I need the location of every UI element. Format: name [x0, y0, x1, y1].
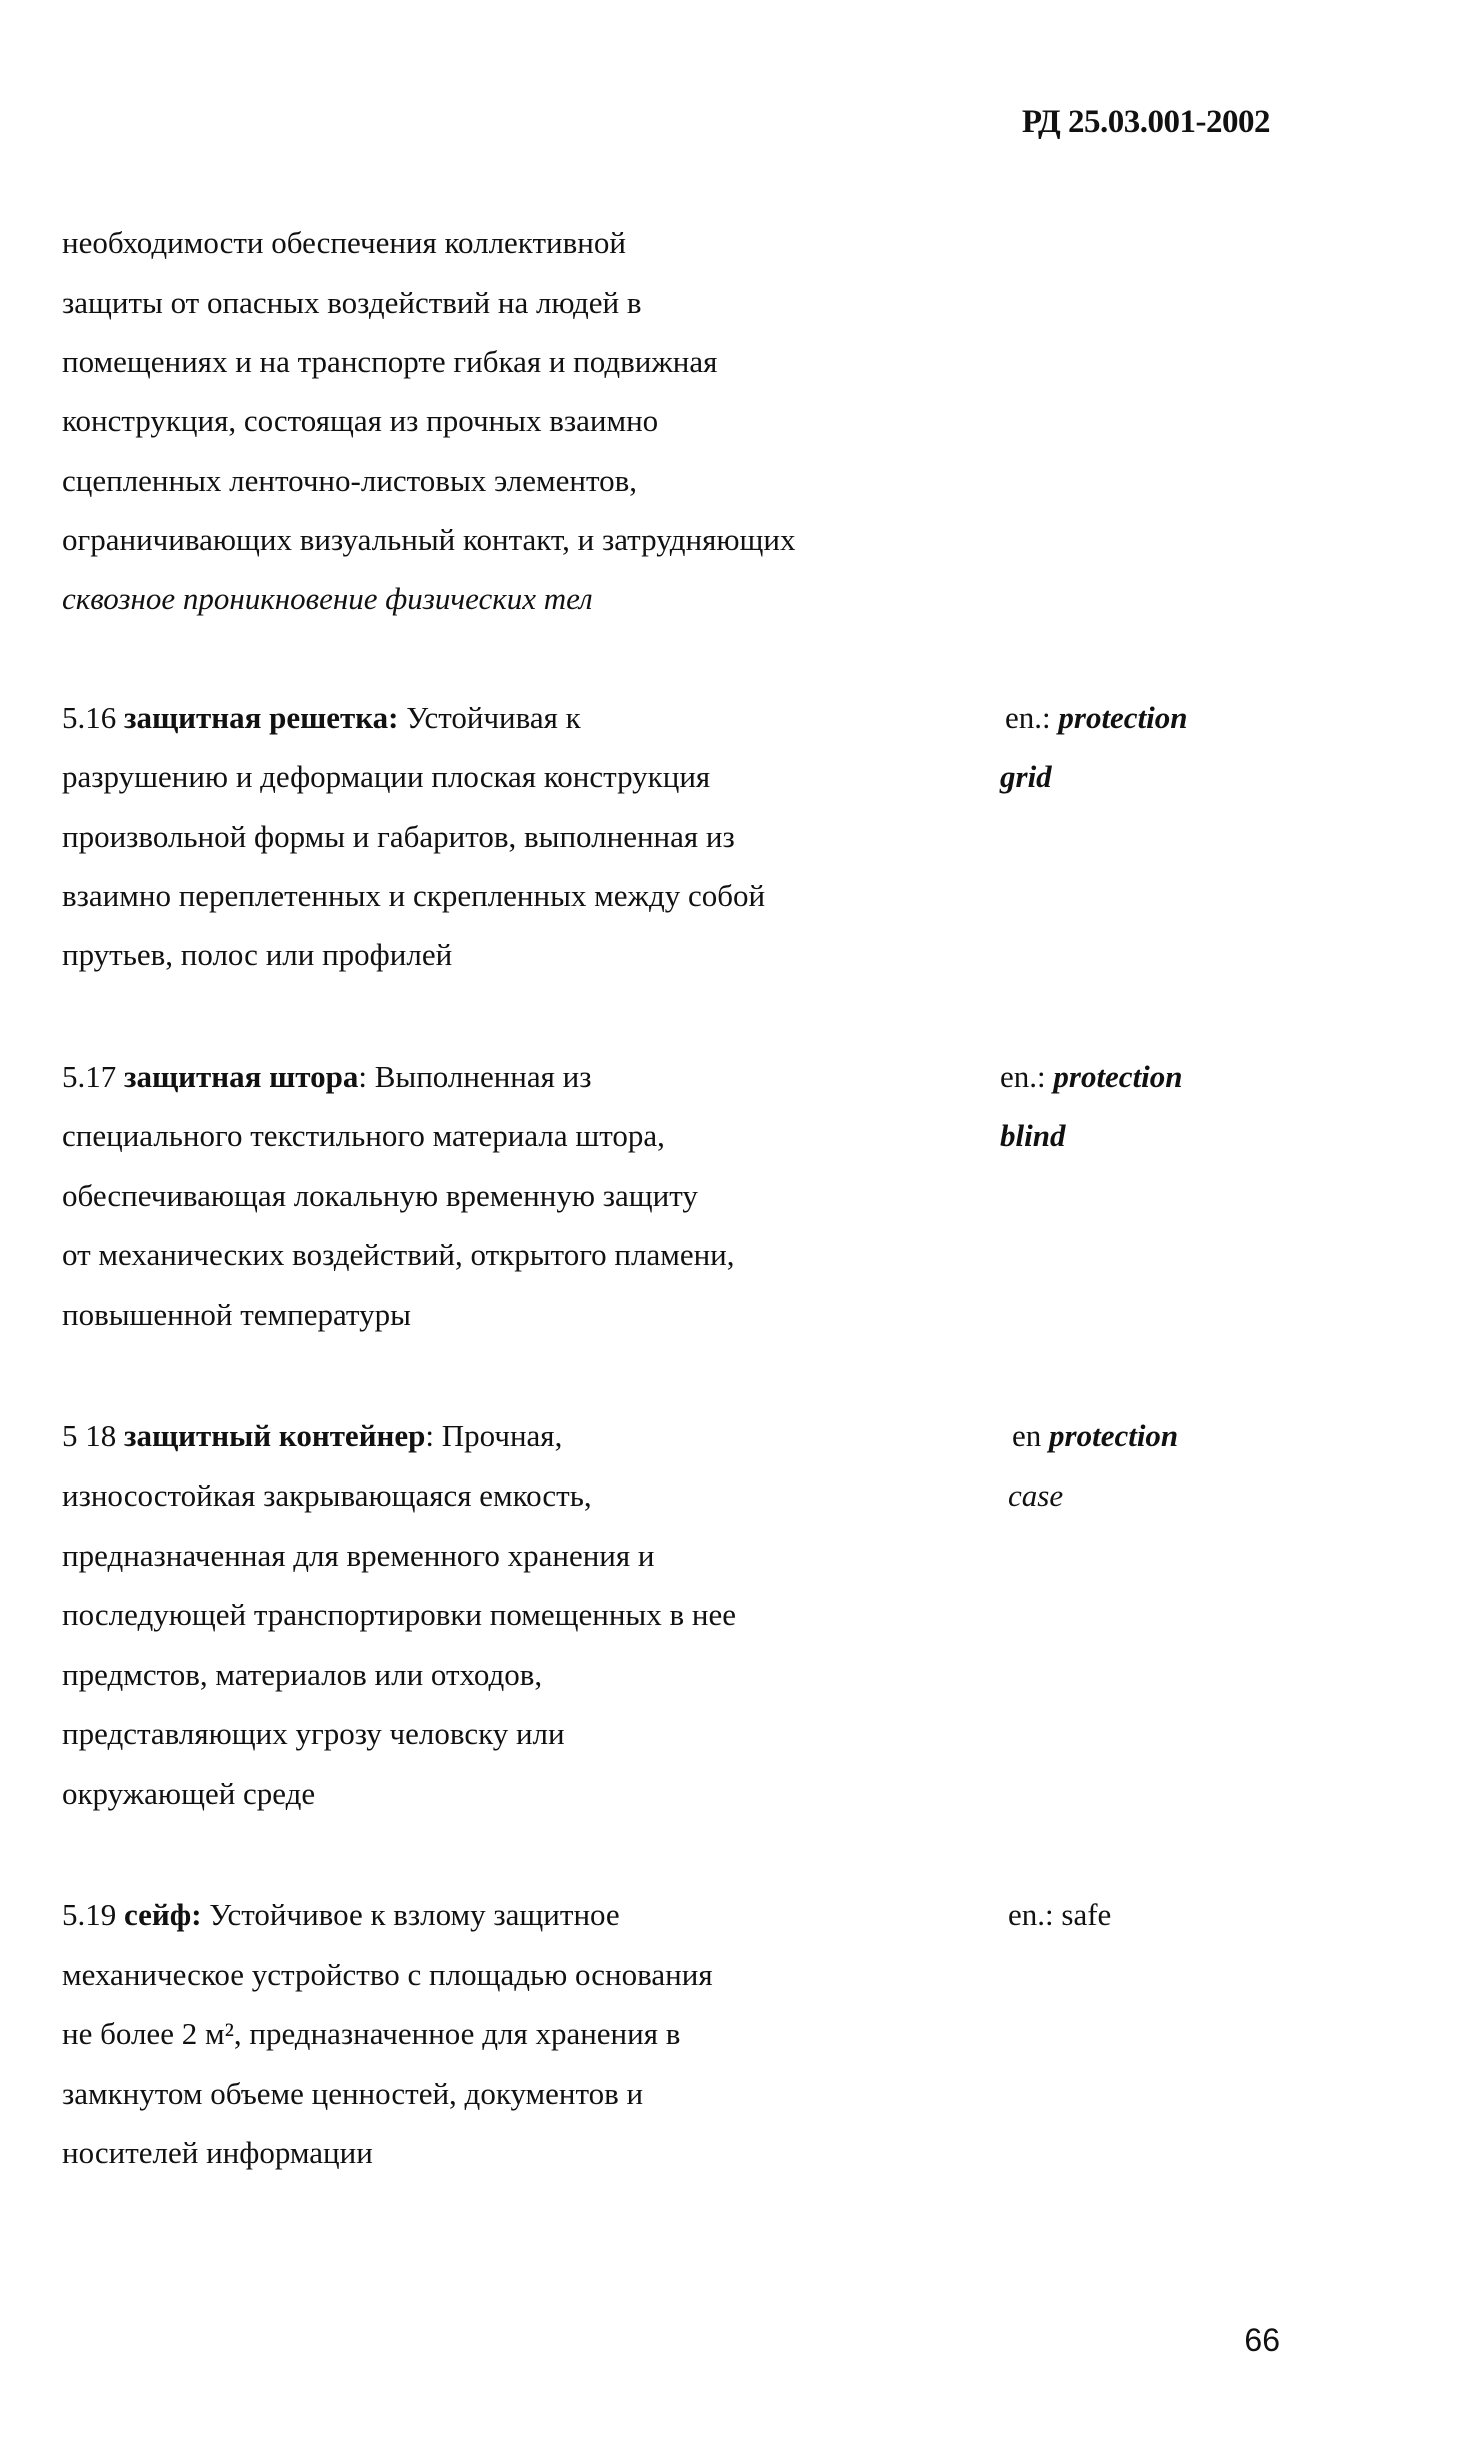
en-prefix: en.:: [1008, 1897, 1062, 1932]
en-prefix: en.:: [1000, 1059, 1054, 1094]
en-term: protection: [1053, 1059, 1183, 1094]
entry-line: замкнутом объеме ценностей, документов и: [62, 2076, 644, 2111]
entry-line: обеспечивающая локальную временную защиту: [62, 1178, 698, 1213]
entry-line: прутьев, полос или профилей: [62, 937, 453, 972]
intro-line: помещениях и на транспорте гибкая и подвижная: [62, 344, 718, 379]
entry-line: не более 2 м², предназначенное для хранения в: [62, 2016, 681, 2051]
entry-term: защитная штора: [124, 1059, 359, 1094]
english-equivalent-cont: [1000, 1116, 1065, 1156]
entry-number: 5.16: [62, 700, 117, 735]
entry-line: повышенной температуры: [62, 1297, 411, 1332]
entry-line: предназначенная для временного хранения и: [62, 1538, 655, 1573]
intro-line: ограничивающих визуальный контакт, и затрудняющих: [62, 522, 796, 557]
en-term: safe: [1061, 1897, 1112, 1932]
document-code: РД 25.03.001-2002: [1021, 104, 1270, 140]
english-equivalent: [1008, 1895, 1111, 1935]
entry-term: сейф:: [124, 1897, 202, 1932]
intro-line: конструкция, состоящая из прочных взаимно: [62, 403, 659, 438]
entry-number: 5.17: [62, 1059, 117, 1094]
en-term: protection: [1049, 1418, 1179, 1453]
entry-line: от механических воздействий, открытого пламени,: [62, 1237, 735, 1272]
en-term: case: [1008, 1478, 1064, 1513]
entry-definition-start: : Выполненная из: [358, 1059, 592, 1094]
english-equivalent: [1012, 1416, 1178, 1456]
entry-term: защитная решетка:: [124, 700, 399, 735]
english-equivalent-cont: [1000, 757, 1052, 797]
intro-line: [62, 579, 593, 619]
en-prefix: en.:: [1005, 700, 1059, 735]
entry-line: взаимно переплетенных и скрепленных между собой: [62, 878, 766, 913]
entry-definition-start: Устойчивое к взлому защитное: [201, 1897, 620, 1932]
entry-definition-start: Устойчивая к: [398, 700, 581, 735]
intro-line: необходимости обеспечения коллективной: [62, 225, 626, 260]
entry-line: специального текстильного материала штора,: [62, 1118, 665, 1153]
entry-line: механическое устройство с площадью основания: [62, 1957, 713, 1992]
entry-number: 5.19: [62, 1897, 117, 1932]
entry-first-line: [62, 698, 581, 738]
entry-line: окружающей среде: [62, 1776, 316, 1811]
entry-line: носителей информации: [62, 2135, 373, 2170]
entry-first-line: [62, 1895, 620, 1935]
entry-term: защитный контейнер: [124, 1418, 426, 1453]
intro-line-italic: сквозное проникновение физических тел: [62, 581, 593, 616]
english-equivalent: [1005, 698, 1188, 738]
entry-line: износостойкая закрывающаяся емкость,: [62, 1478, 592, 1513]
en-term: grid: [1000, 759, 1052, 794]
entry-line: разрушению и деформации плоская конструкция: [62, 759, 711, 794]
intro-line: сцепленных ленточно-листовых элементов,: [62, 463, 637, 498]
en-term: protection: [1058, 700, 1188, 735]
en-term: blind: [1000, 1118, 1066, 1153]
entry-first-line: [62, 1416, 562, 1456]
page-number: 66: [1244, 2322, 1280, 2358]
entry-first-line: [62, 1057, 592, 1097]
entry-number: 5 18: [62, 1418, 117, 1453]
english-equivalent-cont: [1008, 1476, 1063, 1516]
english-equivalent: [1000, 1057, 1183, 1097]
entry-definition-start: : Прочная,: [425, 1418, 563, 1453]
intro-line: защиты от опасных воздействий на людей в: [62, 285, 642, 320]
en-prefix: en: [1012, 1418, 1050, 1453]
entry-line: произвольной формы и габаритов, выполненная из: [62, 819, 735, 854]
entry-line: предмстов, материалов или отходов,: [62, 1657, 543, 1692]
entry-line: представляющих угрозу человску или: [62, 1716, 565, 1751]
entry-line: последующей транспортировки помещенных в нее: [62, 1597, 736, 1632]
